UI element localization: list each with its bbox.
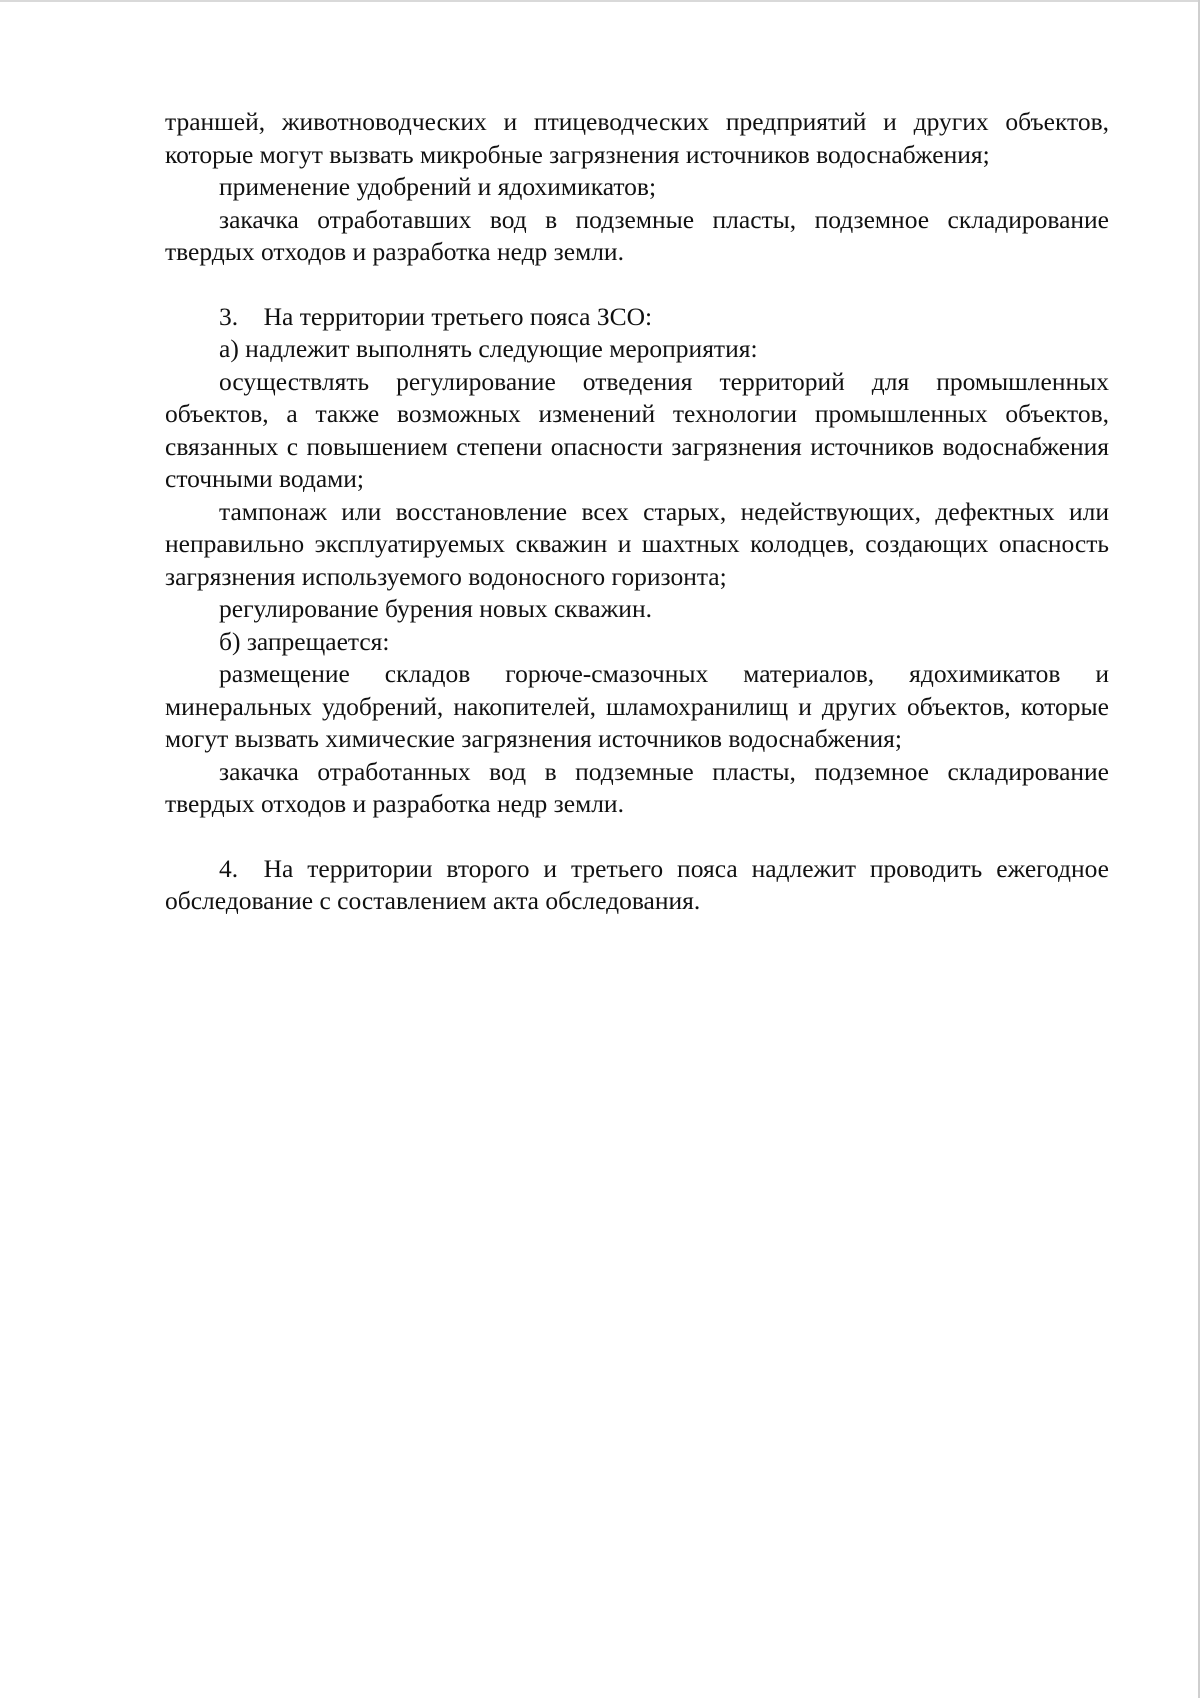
paragraph-gap — [165, 269, 1109, 301]
document-body — [165, 106, 1109, 918]
scan-edge-top — [0, 0, 1200, 2]
paragraph-territory-regulation: осуществлять регулирование отведения территорий для промышленных объектов, а также возможных изменений технологии промышленных объектов, связанных с повышением степени опасности загрязнения источников водоснабжения сточными водами; — [165, 366, 1109, 493]
section-3a-heading: а) надлежит выполнять следующие мероприятия: — [219, 334, 758, 363]
paragraph-gap — [165, 821, 1109, 853]
paragraph-injection-waste-2: закачка отработанных вод в подземные пласты, подземное складирование твердых отходов и разработка недр земли. — [165, 756, 1109, 818]
section-3b-heading: б) запрещается: — [219, 626, 390, 656]
paragraph-drilling-regulation: регулирование бурения новых скважин. — [219, 594, 652, 623]
paragraph-well-plugging: тампонаж или восстановление всех старых, недействующих, дефектных или неправильно эксплуатируемых скважин и шахтных колодцев, создающих опасность загрязнения используемого водоносного горизонта; — [165, 496, 1109, 591]
paragraph-fertilizers: применение удобрений и ядохимикатов; — [219, 172, 657, 201]
section-4-paragraph: 4. На территории второго и третьего пояса надлежит проводить ежегодное обследование с составлением акта обследования. — [165, 853, 1109, 915]
section-3-heading: 3. На территории третьего пояса ЗСО: — [219, 301, 653, 331]
paragraph-continuation: траншей, животноводческих и птицеводческих предприятий и других объектов, которые могут вызвать микробные загрязнения источников водоснабжения; — [165, 107, 1109, 169]
paragraph-warehouses: размещение складов горюче-смазочных материалов, ядохимикатов и минеральных удобрений, накопителей, шламохранилищ и других объектов, которые могут вызвать химические загрязнения источников водоснабжения; — [165, 659, 1109, 753]
paragraph-injection-waste-1: закачка отработавших вод в подземные пласты, подземное складирование твердых отходов и разработка недр земли. — [165, 204, 1109, 266]
